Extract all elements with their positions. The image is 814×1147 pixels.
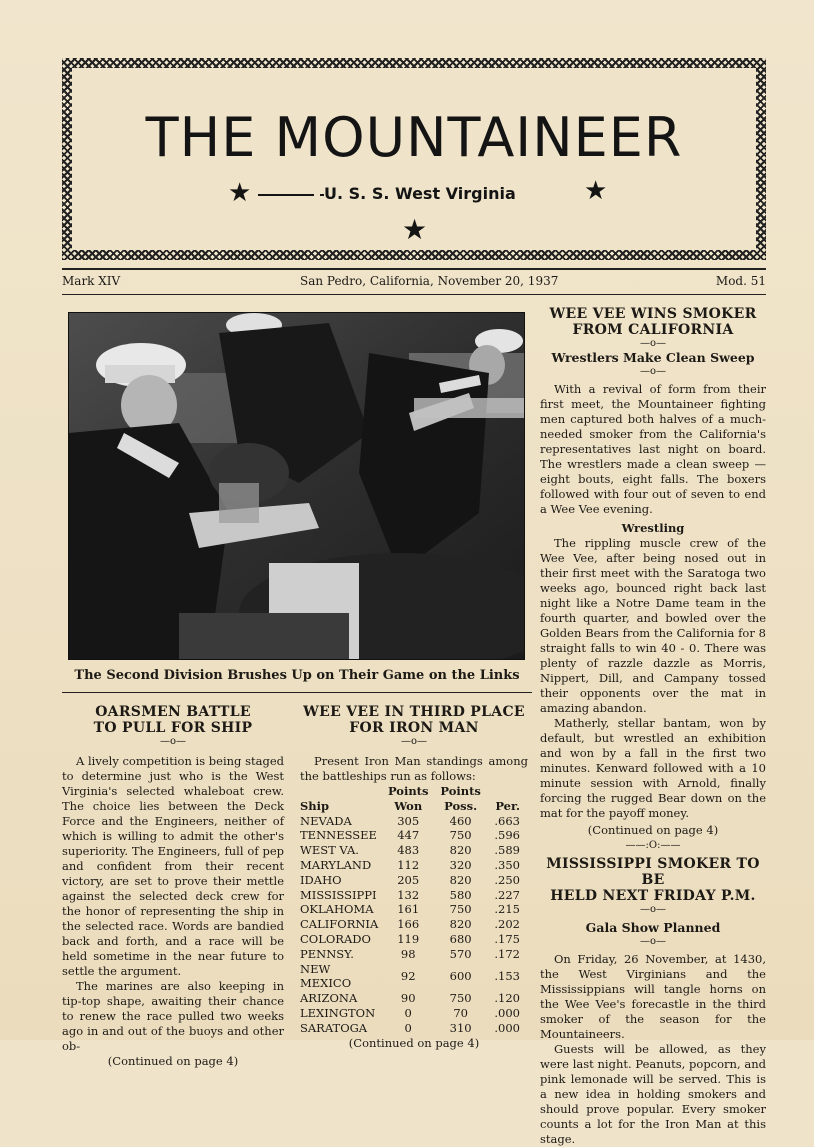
front-page-photo	[68, 312, 525, 660]
section-head: Wrestling	[621, 521, 685, 535]
ship-cell: OKLAHOMA	[300, 902, 374, 917]
article-paragraph: Guests will be allowed, as they were last night. Peanuts, popcorn, and pink lemonade will be served. This is a new idea in holding smokers and should prove popular. Every smoker counts a lot for the Iron Man at this stage.	[540, 1042, 766, 1146]
per-cell: .596	[494, 828, 520, 843]
table-row	[300, 858, 520, 873]
separator: —o—	[639, 904, 667, 915]
issue-mark: Mark XIV	[62, 274, 121, 288]
won-cell: 92	[400, 968, 416, 983]
separator: —o—	[159, 736, 187, 747]
ship-cell: IDAHO	[300, 872, 342, 887]
article-paragraph: The rippling muscle crew of the Wee Vee, after being nosed out in their first meet with the Saratoga two weeks ago, bounced right back last night like a Notre Dame team in the fourth quarter, and bowled over the Golden Bears from the California for 8 straight falls to win 40 - 0. There was plenty of razzle dazzle as Morris, Nippert, Dill, and Campany tossed their opponents over the mat in amazing abandon.	[540, 536, 766, 715]
article-headline: HELD NEXT FRIDAY P.M.	[550, 888, 756, 904]
column-header: Points	[440, 784, 481, 798]
divider	[62, 268, 766, 270]
article-paragraph: On Friday, 26 November, at 1430, the West Virginians and the Mississippians will tangle horns on the Wee Vee's forecastle in the third smoker of the season for the Mountaineers.	[540, 952, 766, 1041]
poss-cell: 310	[449, 1020, 472, 1035]
table-row	[300, 888, 520, 903]
article-headline: MISSISSIPPI SMOKER TO BE	[546, 856, 760, 888]
table-row	[300, 828, 520, 843]
per-cell: .250	[494, 872, 520, 887]
continued-note: (Continued on page 4)	[107, 1054, 239, 1068]
article-smoker	[540, 306, 766, 1147]
article-subhead: Wrestlers Make Clean Sweep	[551, 350, 755, 365]
article-headline: WEE VEE WINS SMOKER	[549, 306, 757, 322]
ship-cell: MARYLAND	[300, 857, 372, 872]
separator: —o—	[400, 736, 428, 747]
article-ironman	[300, 704, 528, 1051]
won-cell: 90	[400, 991, 416, 1006]
table-row	[300, 932, 520, 947]
poss-cell: 70	[453, 1005, 468, 1020]
article-paragraph: Present Iron Man standings among the battleships run as follows:	[300, 754, 528, 783]
article-headline: WEE VEE IN THIRD PLACE	[303, 704, 525, 720]
poss-cell: 820	[449, 843, 472, 858]
ship-cell: CALIFORNIA	[300, 917, 379, 932]
column-header: Ship	[300, 798, 330, 813]
poss-cell: 570	[449, 946, 472, 961]
per-cell: .153	[494, 968, 520, 983]
table-row	[300, 947, 520, 962]
star-icon: ★	[228, 178, 252, 208]
poss-cell: 680	[449, 931, 472, 946]
table-row	[300, 873, 520, 888]
dateline	[62, 274, 766, 292]
won-cell: 132	[397, 887, 420, 902]
table-row	[300, 1006, 520, 1021]
won-cell: 305	[397, 813, 420, 828]
place-date: San Pedro, California, November 20, 1937	[300, 274, 559, 288]
per-cell: .663	[494, 813, 520, 828]
continued-note: (Continued on page 4)	[348, 1035, 480, 1050]
ship-cell: SARATOGA	[300, 1020, 368, 1035]
column-header: Per.	[495, 798, 520, 813]
divider	[62, 294, 766, 295]
poss-cell: 750	[449, 902, 472, 917]
ship-cell: WEST VA.	[300, 843, 359, 858]
ship-cell: TENNESSEE	[300, 828, 377, 843]
table-row	[300, 814, 520, 829]
per-cell: .000	[494, 1005, 520, 1020]
masthead-subtitle-row	[72, 176, 756, 246]
column-header: Points	[387, 784, 429, 798]
won-cell: 0	[404, 1005, 412, 1020]
poss-cell: 820	[449, 917, 472, 932]
won-cell: 483	[397, 843, 420, 858]
photo-caption: The Second Division Brushes Up on Their Game on the Links	[74, 668, 520, 683]
ship-cell: LEXINGTON	[300, 1005, 376, 1020]
won-cell: 0	[404, 1020, 412, 1035]
per-cell: .000	[494, 1020, 520, 1035]
poss-cell: 580	[449, 887, 472, 902]
ship-name: U. S. S. West Virginia	[324, 184, 516, 203]
separator: —o—	[639, 338, 667, 349]
table-row	[300, 991, 520, 1006]
won-cell: 119	[397, 931, 420, 946]
photo-illustration	[69, 313, 524, 659]
separator: —o—	[639, 936, 667, 947]
per-cell: .350	[494, 857, 520, 872]
won-cell: 205	[397, 872, 420, 887]
ship-cell: COLORADO	[300, 931, 371, 946]
ship-cell: MISSISSIPPI	[300, 887, 377, 902]
per-cell: .202	[494, 917, 520, 932]
issue-mod: Mod. 51	[715, 274, 766, 288]
won-cell: 98	[400, 946, 416, 961]
poss-cell: 750	[449, 828, 472, 843]
ship-cell: NEW MEXICO	[300, 961, 352, 991]
article-headline: OARSMEN BATTLE	[95, 704, 251, 720]
masthead	[72, 68, 756, 250]
poss-cell: 600	[449, 968, 472, 983]
article-oarsmen	[62, 704, 284, 1069]
table-row	[300, 843, 520, 858]
per-cell: .589	[494, 843, 520, 858]
table-row	[300, 917, 520, 932]
article-subhead: Gala Show Planned	[585, 920, 721, 935]
won-cell: 161	[397, 902, 420, 917]
article-headline: TO PULL FOR SHIP	[93, 720, 253, 736]
star-icon: ★	[402, 213, 428, 246]
table-row	[300, 962, 520, 992]
standings-table	[300, 784, 520, 1036]
table-row	[300, 902, 520, 917]
separator: ——:O:——	[625, 840, 681, 851]
per-cell: .227	[494, 887, 520, 902]
won-cell: 112	[397, 857, 420, 872]
poss-cell: 750	[449, 991, 472, 1006]
column-header: Poss.	[444, 798, 478, 813]
ship-cell: NEVADA	[300, 813, 352, 828]
per-cell: .175	[494, 931, 520, 946]
poss-cell: 460	[449, 813, 472, 828]
continued-note: (Continued on page 4)	[587, 823, 719, 837]
ship-cell: ARIZONA	[300, 991, 358, 1006]
article-paragraph: Matherly, stellar bantam, won by default, but wrestled an exhibition and won by a fall in the first two minutes. Kenward followed with a 10 minute session with Arnold, finally forcing the rugged Bear down on the mat for the payoff money.	[540, 716, 766, 820]
ship-cell: PENNSY.	[300, 946, 354, 961]
standings-body	[300, 814, 520, 1036]
column-header: Won	[394, 798, 423, 813]
per-cell: .120	[494, 991, 520, 1006]
newspaper-title: THE MOUNTAINEER	[145, 106, 683, 169]
article-paragraph: A lively competition is being staged to determine just who is the West Virginia's selected whaleboat crew. The choice lies between the Deck Force and the Engineers, neither of which is willing to admit the other's superiority. The Engineers, full of pep and confident from their recent victory, are set to prove their mettle against the selected deck crew for the honor of representing the ship in the selected race. Words are bandied back and forth, and a race will be held sometime in the near future to settle the argument.	[62, 754, 284, 978]
table-row	[300, 1021, 520, 1036]
won-cell: 447	[397, 828, 420, 843]
article-paragraph: The marines are also keeping in tip-top shape, awaiting their chance to renew the race pulled two weeks ago in and out of the buoys and other ob-	[62, 979, 284, 1053]
table-header-row	[300, 799, 520, 814]
separator: —o—	[639, 366, 667, 377]
poss-cell: 820	[449, 872, 472, 887]
masthead-frame	[62, 58, 766, 260]
per-cell: .215	[494, 902, 520, 917]
won-cell: 166	[397, 917, 420, 932]
article-headline: FROM CALIFORNIA	[572, 322, 734, 338]
article-headline: FOR IRON MAN	[349, 720, 479, 736]
divider	[62, 692, 532, 693]
star-icon: ★	[584, 176, 608, 206]
article-paragraph: With a revival of form from their first meet, the Mountaineer fighting men captured both halves of a much-needed smoker from the California's representatives last night on board. The wrestlers made a clean sweep — eight bouts, eight falls. The boxers followed with four out of seven to end a Wee Vee evening.	[540, 382, 766, 516]
divider	[258, 194, 314, 196]
per-cell: .172	[494, 946, 520, 961]
table-header-row	[300, 784, 520, 799]
poss-cell: 320	[449, 857, 472, 872]
